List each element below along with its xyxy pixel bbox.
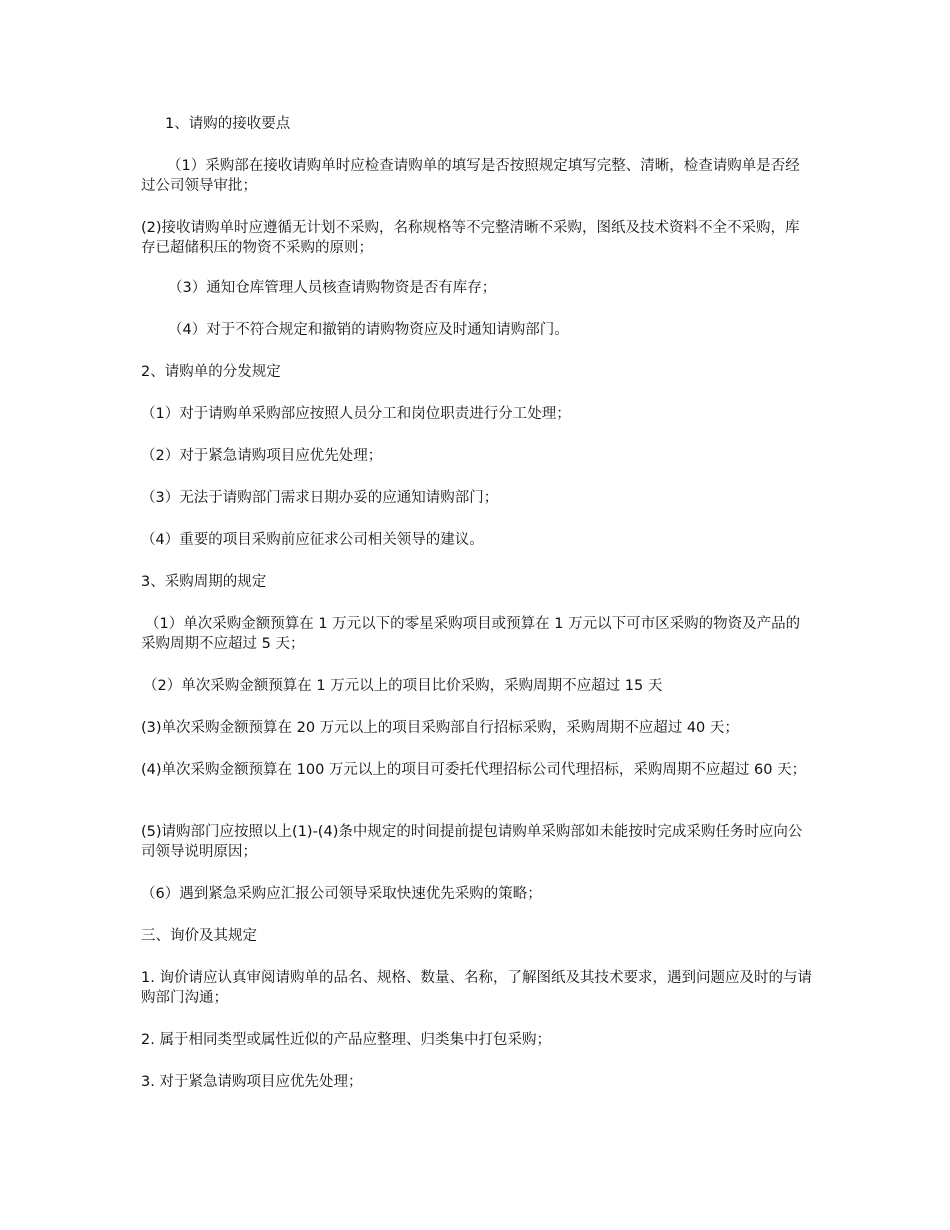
section-heading-4: 三、询价及其规定 (141, 928, 257, 944)
paragraph-3-3: (3)单次采购金额预算在 20 万元以上的项目采购部自行招标采购，采购周期不应超过 40 天； (141, 720, 739, 736)
paragraph-3-2: （2）单次采购金额预算在 1 万元以上的项目比价采购，采购周期不应超过 15 天 (143, 678, 663, 694)
section-heading-1: 1、请购的接收要点 (165, 116, 291, 132)
paragraph-4-2: 2. 属于相同类型或属性近似的产品应整理、归类集中打包采购； (141, 1032, 551, 1048)
paragraph-1-3: （3）通知仓库管理人员核查请购物资是否有库存； (168, 280, 497, 296)
paragraph-4-3: 3. 对于紧急请购项目应优先处理； (141, 1074, 363, 1090)
paragraph-2-1: （1）对于请购单采购部应按照人员分工和岗位职责进行分工处理； (141, 406, 571, 422)
paragraph-3-4: (4)单次采购金额预算在 100 万元以上的项目可委托代理招标公司代理招标，采购周期不应超过 60 天； (141, 762, 807, 778)
paragraph-2-4: （4）重要的项目采购前应征求公司相关领导的建议。 (141, 532, 484, 548)
section-heading-2: 2、请购单的分发规定 (141, 364, 281, 380)
paragraph-3-6: （6）遇到紧急采购应汇报公司领导采取快速优先采购的策略； (141, 886, 542, 902)
paragraph-1-1: （1）采购部在接收请购单时应检查请购单的填写是否按照规定填写完整、清晰，检查请购单是否经过公司领导审批； (141, 158, 800, 194)
paragraph-2-2: （2）对于紧急请购项目应优先处理； (141, 448, 383, 464)
paragraph-3-5: (5)请购部门应按照以上(1)-(4)条中规定的时间提前提包请购单采购部如未能按时完成采购任务时应向公司领导说明原因； (141, 824, 803, 860)
section-heading-3: 3、采购周期的规定 (141, 574, 267, 590)
paragraph-1-4: （4）对于不符合规定和撤销的请购物资应及时通知请购部门。 (168, 322, 569, 338)
paragraph-4-1: 1. 询价请应认真审阅请购单的品名、规格、数量、名称，了解图纸及其技术要求，遇到问题应及时的与请购部门沟通； (141, 970, 812, 1006)
paragraph-2-3: （3）无法于请购部门需求日期办妥的应通知请购部门； (141, 490, 499, 506)
paragraph-1-2: (2)接收请购单时应遵循无计划不采购，名称规格等不完整清晰不采购，图纸及技术资料不全不采购，库存已超储积压的物资不采购的原则； (141, 220, 800, 256)
paragraph-3-1: （1）单次采购金额预算在 1 万元以下的零星采购项目或预算在 1 万元以下可市区采购的物资及产品的采购周期不应超过 5 天； (141, 616, 801, 652)
